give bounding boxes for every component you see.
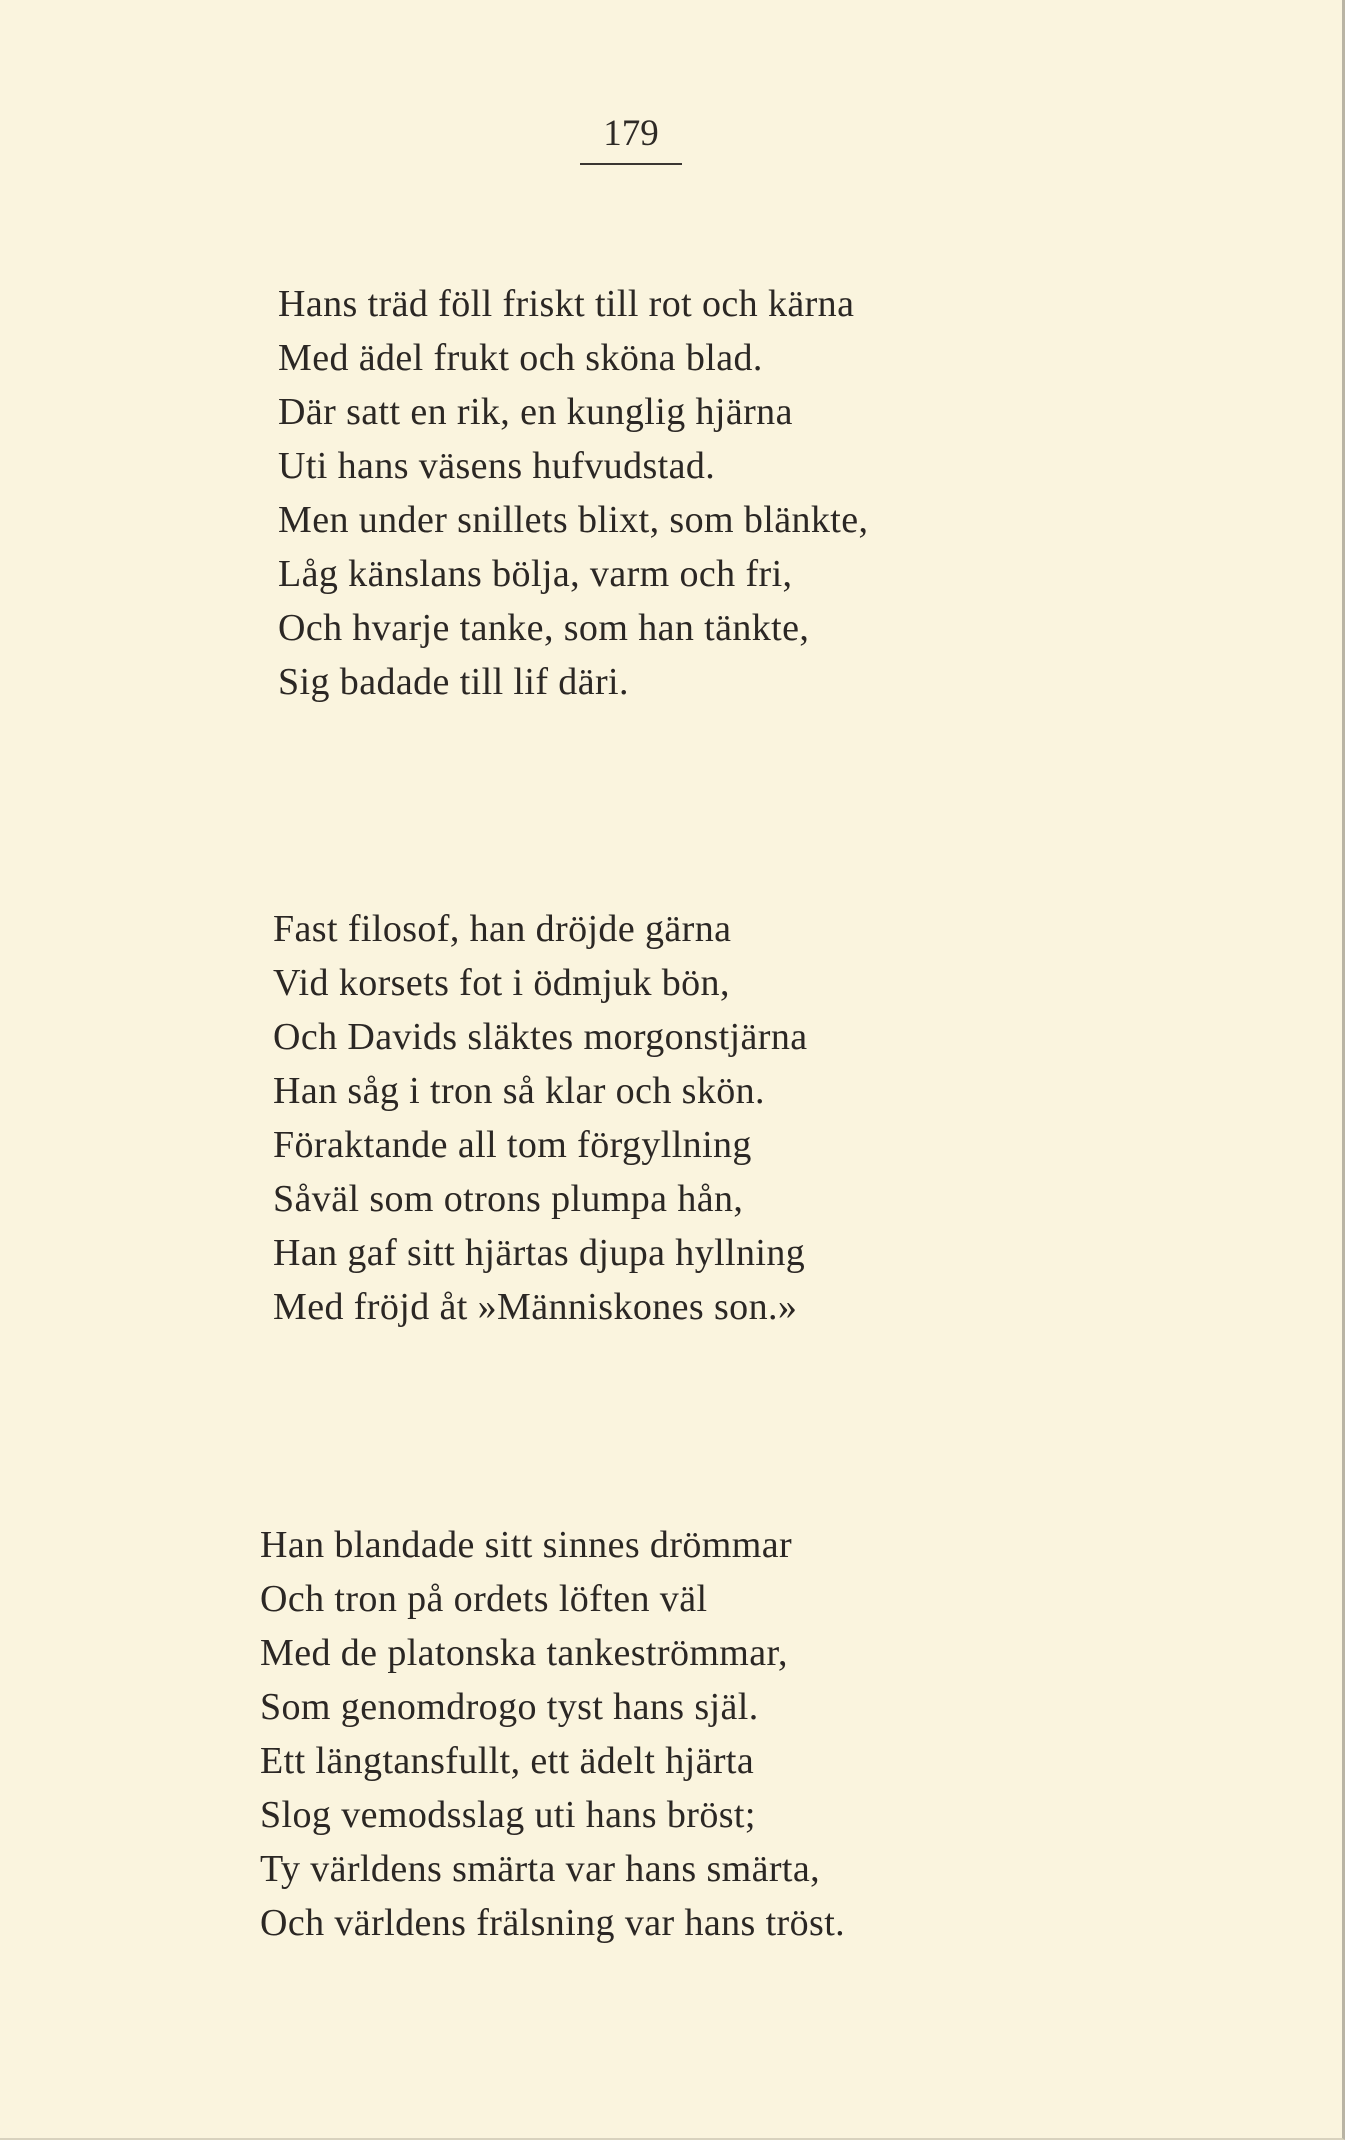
verse-line: Han såg i tron så klar och skön.: [273, 1070, 765, 1112]
verse-line: Såväl som otrons plumpa hån,: [273, 1178, 744, 1220]
verse-line: Och världens frälsning var hans tröst.: [260, 1902, 846, 1944]
verse-line: Med de platonska tankeströmmar,: [260, 1632, 788, 1674]
verse-line: Där satt en rik, en kunglig hjärna: [278, 391, 793, 433]
verse-line: Och hvarje tanke, som han tänkte,: [278, 607, 810, 649]
verse-line: Han blandade sitt sinnes drömmar: [260, 1524, 793, 1566]
verse-line: Slog vemodsslag uti hans bröst;: [260, 1794, 756, 1836]
stanza-2: [273, 902, 808, 1334]
verse-line: Med fröjd åt »Människones son.»: [273, 1286, 798, 1328]
verse-line: Föraktande all tom förgyllning: [273, 1124, 752, 1166]
verse-line: Och Davids släktes morgonstjärna: [273, 1016, 808, 1058]
verse-line: Hans träd föll friskt till rot och kärna: [278, 283, 855, 325]
verse-line: Fast filosof, han dröjde gärna: [273, 908, 732, 950]
stanza-3: [260, 1518, 845, 1950]
verse-line: Vid korsets fot i ödmjuk bön,: [273, 962, 730, 1004]
verse-line: Sig badade till lif däri.: [278, 661, 629, 703]
verse-line: Låg känslans bölja, varm och fri,: [278, 553, 793, 595]
verse-line: Ty världens smärta var hans smärta,: [260, 1848, 821, 1890]
stanza-1: [278, 277, 868, 709]
verse-line: Med ädel frukt och sköna blad.: [278, 337, 763, 379]
page-number-rule: [580, 163, 682, 165]
verse-line: Men under snillets blixt, som blänkte,: [278, 499, 869, 541]
verse-line: Ett längtansfullt, ett ädelt hjärta: [260, 1740, 755, 1782]
page-number: 179: [603, 113, 659, 154]
verse-line: Uti hans väsens hufvudstad.: [278, 445, 716, 487]
verse-line: Som genomdrogo tyst hans själ.: [260, 1686, 759, 1728]
verse-line: Han gaf sitt hjärtas djupa hyllning: [273, 1232, 806, 1274]
verse-line: Och tron på ordets löften väl: [260, 1578, 708, 1620]
